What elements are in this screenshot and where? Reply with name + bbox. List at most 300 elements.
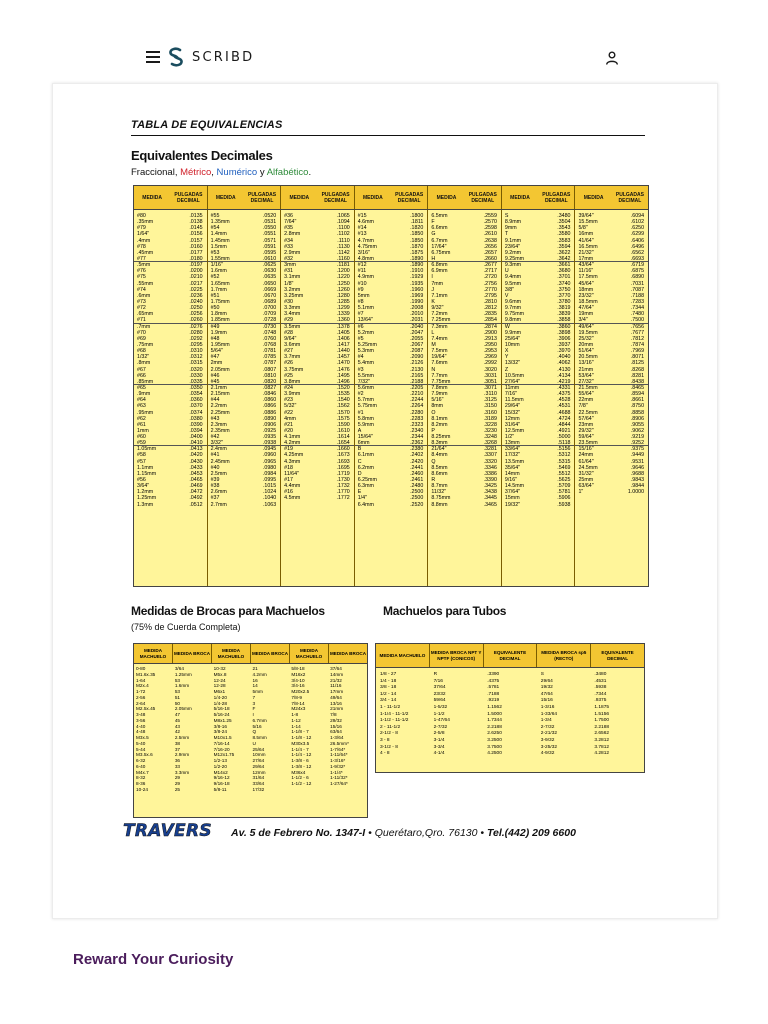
measure-cell: 22.5mm (578, 409, 598, 416)
measure-cell: #29 (284, 317, 293, 323)
decimal-cell: .7656 (630, 323, 645, 330)
measure-cell: 37/64" (504, 489, 521, 496)
measure-cell: 9.4mm (504, 274, 522, 281)
decimal-cell: .3580 (557, 231, 571, 238)
document-title: TABLA DE EQUIVALENCIAS (131, 119, 283, 131)
decimal-cell: .2520 (410, 501, 424, 508)
decimal-cell: .8465 (630, 384, 645, 391)
table-cell: 14mm (330, 671, 344, 677)
measure-cell: 12mm (504, 415, 520, 422)
table-row (376, 745, 644, 752)
table-cell: 3-9/32 (540, 737, 555, 743)
measure-cell: .4mm (137, 237, 151, 244)
decimal-cell: .2090 (410, 354, 424, 361)
decimal-cell: .2559 (483, 213, 497, 219)
table-cell: 1-47/64 (433, 718, 450, 724)
decimal-cell: .9531 (630, 458, 645, 465)
measure-cell: U (504, 268, 509, 275)
decimal-cell: .6299 (630, 231, 645, 238)
decimal-cell: .0630 (262, 268, 277, 275)
table-row (134, 787, 173, 793)
table-cell: .4531 (594, 678, 607, 684)
decimal-cell: .8071 (630, 354, 645, 361)
table-cell: 5/8-11 (213, 786, 227, 792)
decimal-cell: .1063 (262, 501, 277, 508)
header-group (428, 186, 502, 209)
measure-cell: 3/32" (210, 440, 223, 446)
decimal-cell: .0965 (262, 458, 277, 465)
measure-cell: 2.2mm (210, 403, 227, 410)
decimal-cell: .9055 (630, 421, 645, 428)
decimal-cell: .1875 (410, 249, 424, 256)
table-cell: 53 (174, 689, 181, 694)
table-cell: 53 (174, 677, 181, 683)
measure-cell: #73 (137, 298, 146, 305)
measure-cell: 1.95mm (210, 341, 230, 348)
table-cell: 29/32 (330, 717, 342, 723)
measure-cell: 29/64" (504, 403, 521, 410)
measure-cell: 7mm (431, 280, 444, 287)
measure-cell: 8.9mm (504, 219, 522, 226)
measure-cell: A (357, 427, 362, 434)
decimal-cell: .2835 (483, 311, 497, 318)
decimal-cell: .2717 (483, 268, 497, 275)
measure-cell: .45mm (137, 249, 154, 256)
decimal-cell: .0550 (262, 225, 277, 232)
decimal-cell: .5625 (557, 477, 571, 484)
table-header (376, 644, 644, 668)
measure-cell: N (431, 366, 436, 373)
measure-cell: 1/2" (504, 434, 515, 441)
decimal-cell: .3248 (483, 434, 497, 441)
measure-cell: 9.7mm (504, 305, 522, 312)
table-cell: .7188 (487, 691, 500, 697)
decimal-cell: .2770 (483, 286, 497, 293)
measure-cell: 3.1mm (284, 274, 301, 281)
measure-cell: 5.8mm (357, 415, 374, 422)
table-cell: 1.6mm (174, 683, 190, 689)
decimal-cell: .2280 (410, 409, 424, 416)
table-cell: 1 - 11-1/2 (380, 704, 401, 710)
table-cell: 2-7/32 (433, 724, 448, 730)
table-cell: 11/16 (330, 683, 342, 689)
decimal-cell: .3125 (483, 397, 497, 404)
header-group (575, 186, 648, 209)
table-cell: 1-3/8 - 12 (291, 763, 312, 769)
decimal-cell: .1850 (410, 237, 424, 244)
table-cell: 1/2-13 (213, 758, 227, 763)
measure-cell: 1.5mm (210, 243, 227, 250)
table-cell: S (540, 672, 544, 677)
measure-cell: 3.25mm (284, 292, 304, 299)
measure-cell: #47 (210, 354, 220, 361)
table-column (212, 664, 251, 793)
measure-cell: 7/16" (504, 391, 518, 398)
measure-cell: 1.25mm (137, 495, 157, 502)
decimal-cell: .1285 (336, 298, 350, 305)
table-column (328, 664, 367, 793)
measure-cell: F (431, 219, 435, 226)
measure-cell: G (431, 231, 436, 238)
decimal-equivalents-title: Equivalentes Decimales (131, 148, 273, 163)
decimal-cell: .3480 (557, 213, 571, 219)
table-cell: 2.6562 (594, 731, 610, 737)
decimal-cell: .0433 (189, 464, 203, 471)
table-cell: 2-64 (136, 700, 146, 706)
table-row (376, 712, 644, 719)
table-cell: .9375 (594, 698, 607, 704)
decimal-cell: .3390 (483, 477, 497, 484)
table-cell: 1.7344 (487, 718, 502, 724)
header-drill-size: MEDIDA BROCA (251, 644, 290, 663)
table-column (134, 210, 208, 586)
measure-cell: 25/64" (504, 335, 521, 342)
measure-cell: H (431, 255, 436, 262)
measure-cell: #52 (210, 274, 220, 281)
measure-cell: 9.1mm (504, 237, 522, 244)
decimal-cell: .6719 (630, 262, 645, 269)
measure-cell: #70 (137, 329, 146, 336)
decimal-cell: .0465 (189, 477, 203, 484)
measure-cell: 3.2mm (284, 286, 301, 293)
table-cell: 1/2 - 14 (380, 691, 397, 697)
measure-cell: 13mm (504, 440, 520, 446)
decimal-cell: .1200 (336, 268, 350, 275)
measure-cell: 1.35mm (210, 219, 230, 226)
table-header (134, 644, 367, 664)
table-header (134, 186, 648, 210)
table-cell: M20x2.5 (291, 689, 310, 694)
decimal-cell: .3906 (557, 335, 571, 342)
decimal-cell: .0492 (189, 495, 203, 502)
measure-cell: 12.5mm (504, 427, 525, 434)
decimal-cell: .2950 (483, 341, 497, 348)
decimal-cell: .2756 (483, 280, 497, 287)
decimal-cell: .1575 (336, 415, 350, 422)
decimal-cell: .0138 (189, 219, 203, 226)
decimal-cell: .2031 (410, 317, 424, 323)
table-cell: 3.7500 (487, 744, 502, 750)
user-icon[interactable] (604, 50, 620, 66)
measure-cell: 31/64" (504, 421, 521, 428)
table-cell: 12mm (252, 769, 266, 775)
measure-cell: #75 (137, 274, 146, 281)
header-decimal: PULGADAS DECIMAL (468, 191, 497, 204)
measure-cell: #34 (284, 237, 293, 244)
table-cell: 50 (174, 700, 181, 706)
measure-cell: 7.8mm (431, 384, 448, 391)
table-cell: 25 (174, 786, 181, 792)
measure-cell: #65 (137, 384, 146, 391)
decimal-cell: .0225 (189, 286, 203, 293)
decimal-cell: .3970 (557, 348, 571, 355)
decimal-equivalents-subtitle: Fraccional, Métrico, Numérico y Alfabético. (131, 167, 312, 178)
measure-cell: #61 (137, 421, 146, 428)
decimal-cell: .1820 (410, 225, 424, 232)
table-cell: 3 - 8 (380, 737, 390, 743)
table-cell: M10x1.5 (213, 735, 232, 740)
decimal-cell: .0768 (262, 341, 277, 348)
decimal-cell: .2323 (410, 421, 424, 428)
decimal-cell: .2210 (410, 391, 424, 398)
measure-cell: #37 (210, 495, 220, 502)
table-cell: 16 (252, 677, 258, 683)
table-cell: 8.5mm (252, 735, 267, 740)
table-column (173, 664, 212, 793)
decimal-cell: .0512 (189, 501, 203, 508)
table-cell (289, 787, 328, 793)
measure-cell: 19mm (578, 311, 594, 318)
table-cell: 4-1/4 (433, 751, 445, 757)
decimal-cell: .1130 (336, 243, 350, 250)
measure-cell: 2.45mm (210, 458, 230, 465)
table-cell: 47/64 (540, 691, 553, 697)
table-cell: 21 (252, 666, 258, 671)
measure-cell: #24 (284, 384, 293, 391)
decimal-cell: .0625 (262, 262, 277, 269)
decimal-cell: .2010 (410, 311, 424, 318)
decimal-cell: .2992 (483, 360, 497, 367)
measure-cell: 9/32" (431, 305, 444, 312)
measure-cell: .7mm (137, 323, 151, 330)
measure-cell: 6.25mm (357, 477, 377, 484)
table-row (250, 787, 289, 793)
scribd-logo[interactable] (168, 47, 254, 67)
decimal-cell: .3031 (483, 372, 497, 379)
measure-cell: #60 (137, 434, 146, 441)
decimal-cell: .1405 (336, 329, 350, 336)
measure-cell: 13/32" (504, 360, 521, 367)
measure-cell: #33 (284, 243, 293, 250)
brand-name: SCRIBD (192, 49, 255, 65)
decimal-cell: .2677 (483, 262, 497, 269)
measure-cell: 15.5mm (578, 219, 598, 226)
table-cell: 21mm (330, 706, 344, 712)
measure-cell: 15/32" (504, 409, 521, 416)
decimal-cell: .3307 (483, 452, 497, 459)
header-cell: EQUIVALENTE DECIMAL (484, 644, 538, 667)
table-cell: .3480 (594, 672, 607, 677)
table-cell: .7344 (594, 691, 607, 697)
decimal-cell: .3701 (557, 274, 571, 281)
measure-cell: 3.3mm (284, 305, 301, 312)
table-cell: 4 - 8 (380, 751, 390, 757)
table-cell: 5mm (252, 689, 263, 694)
table-cell: 1.5156 (594, 711, 610, 717)
table-cell: 1-9/32* (330, 763, 346, 769)
measure-cell: #20 (284, 427, 293, 434)
decimal-cell: .1181 (336, 262, 350, 269)
measure-cell: 3.4mm (284, 311, 301, 318)
measure-cell: V (504, 292, 509, 299)
table-column (289, 664, 328, 793)
decimal-cell: .7283 (630, 298, 645, 305)
measure-cell: #2 (357, 391, 364, 398)
decimal-cell: .0335 (189, 378, 203, 384)
measure-cell: 1.2mm (137, 489, 154, 496)
decimal-cell: .2913 (483, 335, 497, 342)
table-cell: 1-1/2 (433, 711, 445, 717)
measure-cell: #67 (137, 366, 146, 373)
measure-cell: 5.75mm (357, 403, 377, 410)
decimal-cell: .0280 (189, 329, 203, 336)
measure-cell: 16.5mm (578, 243, 598, 250)
decimal-cell: .0292 (189, 335, 203, 342)
measure-cell: 7.75mm (431, 378, 451, 384)
measure-cell: 16mm (578, 231, 594, 238)
measure-cell: 6.7mm (431, 237, 448, 244)
measure-cell: 3.9mm (284, 391, 301, 398)
measure-cell: #49 (210, 323, 220, 330)
table-cell: 3-1/4 (433, 737, 445, 743)
measure-cell: #4 (357, 354, 364, 361)
decimal-cell: .2344 (410, 434, 424, 441)
table-cell: 7/8-9 (291, 694, 302, 700)
table-cell: 2.5mm (174, 735, 190, 740)
measure-cell: 1.3mm (137, 501, 154, 508)
table-cell: M16x2 (291, 671, 306, 677)
decimal-cell: .5781 (557, 489, 571, 496)
table-cell: 9/16-18 (213, 781, 230, 786)
measure-cell: 17.5mm (578, 274, 598, 281)
table-cell: 5/16-18 (213, 706, 230, 712)
decimal-cell: .1673 (336, 452, 350, 459)
decimal-cell: .0935 (262, 434, 277, 441)
decimal-cell: .5906 (557, 495, 571, 502)
table-cell: 3/4-10 (291, 677, 305, 683)
measure-cell: #16 (284, 489, 293, 496)
table-row (502, 502, 575, 508)
table-cell: 1-7/64* (330, 746, 346, 752)
measure-cell: 23/32" (578, 292, 594, 299)
decimal-cell: .0413 (189, 446, 203, 453)
table-cell: M2x.4 (136, 683, 149, 689)
table-cell: 29/64 (540, 678, 553, 684)
decimal-cell: .0945 (262, 446, 277, 453)
measure-cell: #12 (357, 262, 367, 269)
measure-cell: 5/64" (210, 348, 223, 355)
decimal-cell: .2244 (410, 397, 424, 404)
decimal-cell: .6693 (630, 255, 645, 262)
decimal-cell: .3281 (483, 446, 497, 453)
decimal-cell: .1614 (336, 434, 350, 441)
measure-cell: K (431, 298, 435, 305)
decimal-cell: .1360 (336, 317, 350, 323)
decimal-cell: .3150 (483, 403, 497, 410)
table-cell: M24x3 (291, 706, 306, 712)
decimal-cell: .1990 (410, 298, 424, 305)
measure-cell: 11/32" (431, 489, 447, 496)
measure-cell: 6.8mm (431, 262, 448, 269)
measure-cell: 17mm (578, 255, 594, 262)
decimal-cell: .3543 (557, 225, 571, 232)
measure-cell: 9.2mm (504, 249, 522, 256)
header-measure: MEDIDA (583, 194, 604, 201)
measure-cell: 17/32" (504, 452, 521, 459)
table-cell: M1.6x.35 (136, 671, 156, 677)
measure-cell: #36 (284, 213, 293, 219)
decimal-cell: .1339 (336, 311, 350, 318)
table-row (212, 787, 251, 793)
measure-cell: 5mm (357, 292, 370, 299)
measure-cell: 8.5mm (431, 464, 448, 471)
measure-cell: 19/64" (431, 354, 447, 361)
decimal-cell: .0728 (262, 317, 277, 323)
decimal-cell: .3594 (557, 243, 571, 250)
decimal-cell: .9252 (630, 440, 645, 446)
measure-cell: 5/32" (284, 403, 297, 410)
measure-cell: 4.3mm (284, 458, 301, 465)
measure-cell: 47/64" (578, 305, 594, 312)
measure-cell: 11mm (504, 384, 520, 391)
measure-cell: 21/64" (431, 446, 447, 453)
decimal-cell: .1040 (262, 495, 277, 502)
measure-cell: 7.25mm (431, 317, 451, 323)
table-cell: 43 (174, 723, 181, 729)
table-cell: 3.7812 (594, 744, 610, 750)
measure-cell: #21 (284, 421, 293, 428)
table-body (134, 664, 367, 793)
measure-cell: 3.7mm (284, 354, 301, 361)
hamburger-menu-icon[interactable] (146, 51, 160, 63)
measure-cell: #66 (137, 372, 146, 379)
measure-cell: #31 (284, 268, 293, 275)
decimal-cell: .3189 (483, 415, 497, 422)
measure-cell: 4.5mm (284, 495, 301, 502)
table-cell: F (252, 706, 256, 712)
table-cell: 17/32 (252, 786, 265, 792)
header-tap-size: MEDIDA MACHUELO (134, 644, 173, 663)
table-cell: 51 (174, 694, 181, 700)
decimal-cell: .0360 (189, 397, 203, 404)
decimal-cell: .9375 (630, 446, 645, 453)
measure-cell: #55 (210, 213, 220, 219)
table-cell: 3-1/2 - 8 (380, 744, 398, 750)
table-cell: 4-9/32 (540, 751, 555, 757)
measure-cell: 2mm (210, 360, 223, 367)
decimal-cell: .2055 (410, 335, 424, 342)
decimal-cell: .0906 (262, 421, 277, 428)
decimal-cell: .3780 (557, 298, 571, 305)
decimal-cell: .1610 (336, 427, 350, 434)
table-cell: 4.2812 (594, 751, 610, 757)
measure-cell: 5.25mm (357, 341, 377, 348)
header-cell: MEDIDA BROCA sp5 (RECTO) (537, 644, 591, 667)
table-cell: 2.2188 (487, 724, 502, 730)
decimal-cell: .9646 (630, 464, 645, 471)
measure-cell: #1 (357, 409, 364, 416)
decimal-cell: .2205 (410, 384, 424, 391)
decimal-cell: .1772 (336, 495, 350, 502)
decimal-cell: .2126 (410, 360, 424, 367)
measure-cell: #5 (357, 335, 364, 342)
decimal-cell: .0995 (262, 477, 277, 484)
decimal-cell: .2362 (410, 440, 424, 446)
decimal-cell: .6102 (630, 219, 645, 226)
measure-cell: 6.6mm (431, 225, 448, 232)
table-cell: 1-1/4 - 7 (291, 746, 309, 752)
decimal-cell: .1440 (336, 348, 350, 355)
table-cell: .4375 (487, 678, 500, 684)
decimal-cell: .3740 (557, 280, 571, 287)
measure-cell: 4mm (284, 415, 296, 422)
table-cell: 1-3/16* (330, 758, 346, 763)
measure-cell: T (504, 231, 509, 238)
decimal-cell: .0785 (262, 354, 277, 361)
table-cell: 3/8 - 18 (380, 685, 397, 691)
tap-drill-subtitle: (75% de Cuerda Completa) (131, 622, 241, 632)
decimal-cell: .8125 (630, 360, 645, 367)
